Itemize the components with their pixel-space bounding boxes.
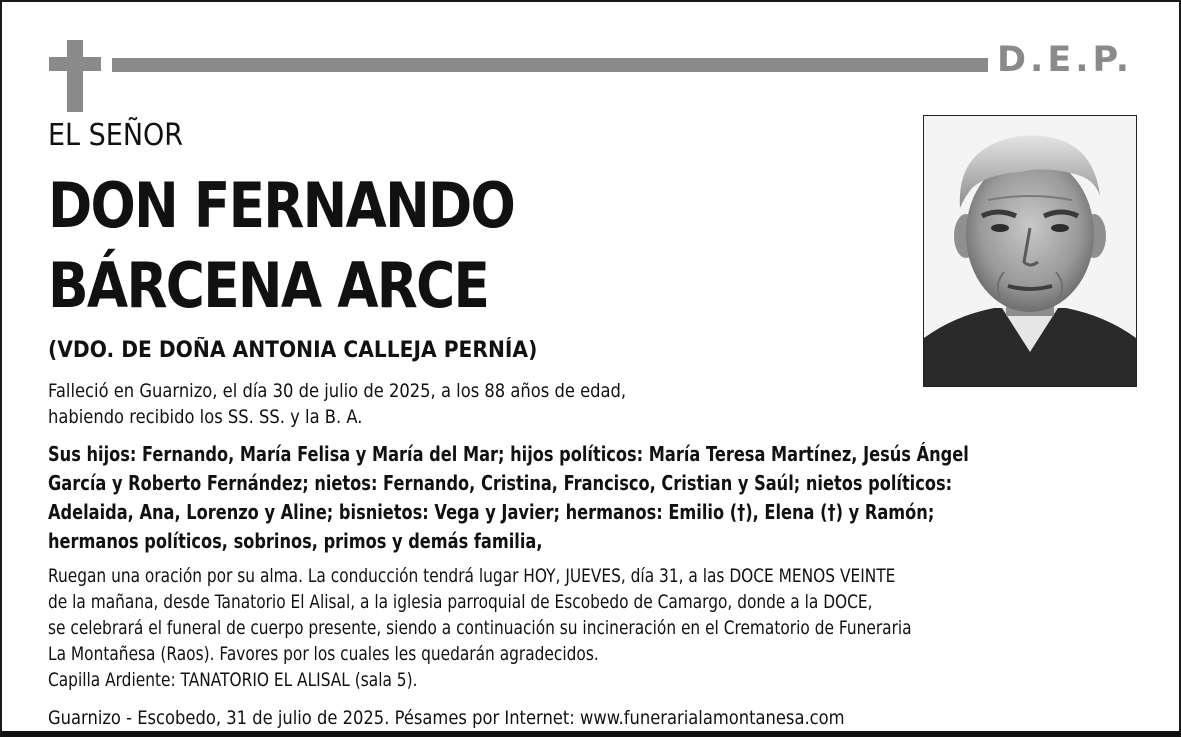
funeral-line: Ruegan una oración por su alma. La conducción tendrá lugar HOY, JUEVES, día 31, a las DOCE MENOS VEINTE: [48, 565, 896, 587]
funeral-details: [48, 563, 912, 693]
footer-place-date: Guarnizo - Escobedo, 31 de julio de 2025. Pésames por Internet: www.funerarialamontanesa.com: [48, 707, 845, 729]
funeral-line: La Montañesa (Raos). Favores por los cuales les quedarán agradecidos.: [48, 643, 599, 665]
funeral-line: se celebrará el funeral de cuerpo presente, siendo a continuación su incineración en el Crematorio de Funeraria: [48, 617, 912, 639]
family-line: hermanos políticos, sobrinos, primos y demás familia,: [48, 529, 543, 553]
family-line: García y Roberto Fernández; nietos: Fernando, Cristina, Francisco, Cristian y Saúl; nietos políticos:: [48, 471, 953, 495]
chapel-line: Capilla Ardiente: TANATORIO EL ALISAL (sala 5).: [48, 669, 418, 691]
name-line-1: DON FERNANDO: [48, 169, 515, 242]
widower-line: (VDO. DE DOÑA ANTONIA CALLEJA PERNÍA): [48, 338, 538, 363]
deceased-name: [48, 166, 514, 326]
death-line-2: habiendo recibido los SS. SS. y la B. A.: [48, 406, 363, 428]
funeral-line: de la mañana, desde Tanatorio El Alisal, a la iglesia parroquial de Escobedo de Camargo, donde a la DOCE,: [48, 591, 873, 613]
death-line-1: Falleció en Guarnizo, el día 30 de julio de 2025, a los 88 años de edad,: [48, 380, 627, 402]
portrait-photo: [923, 115, 1137, 387]
family-line: Sus hijos: Fernando, María Felisa y María del Mar; hijos políticos: María Teresa Martínez, Jesús Ángel: [48, 442, 969, 466]
cross-icon: [49, 40, 101, 112]
name-line-2: BÁRCENA ARCE: [48, 249, 489, 322]
family-list: [48, 440, 969, 556]
header-rule: [112, 58, 988, 72]
family-line: Adelaida, Ana, Lorenzo y Aline; bisnietos: Vega y Javier; hermanos: Emilio (†), Elena (†) y Ramón;: [48, 500, 935, 524]
death-details: [48, 378, 626, 430]
dep-label: D.E.P.: [997, 40, 1134, 80]
title-prefix: EL SEÑOR: [48, 118, 184, 153]
